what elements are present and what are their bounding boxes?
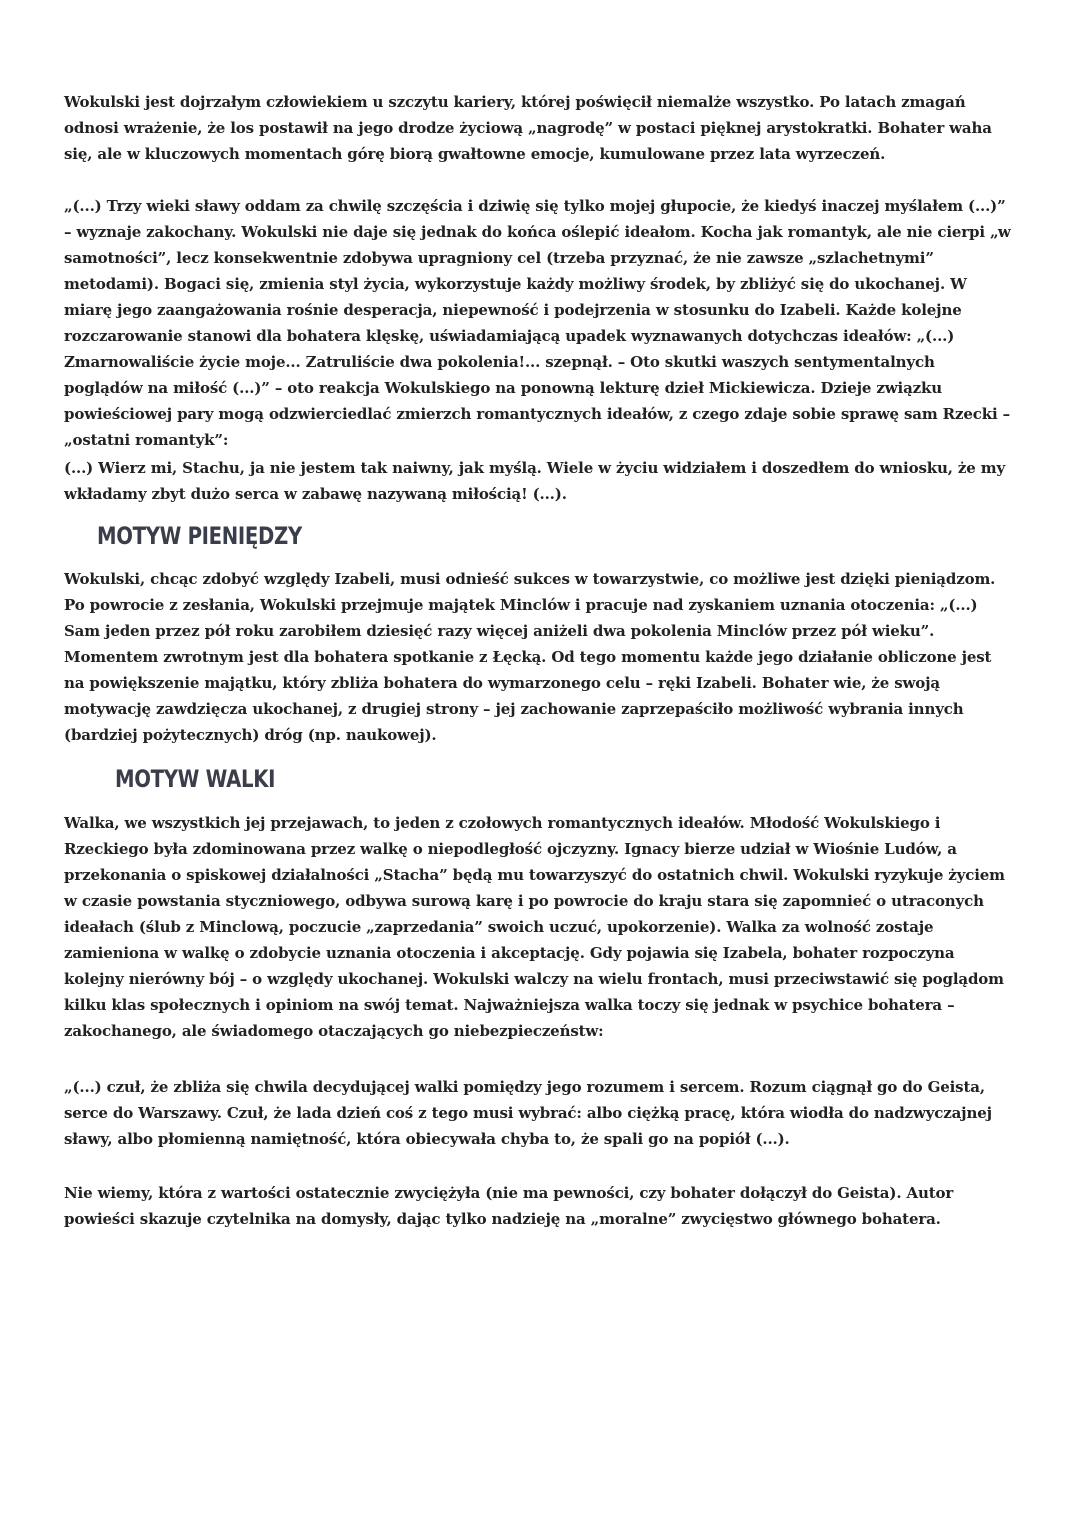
paragraph-conclusion: Nie wiemy, która z wartości ostatecznie zwyciężyła (nie ma pewności, czy bohater dołączył do Geista). Autor powieści skazuje czytelnika na domysły, dając tylko nadzieję na „moralne” zwycięstwo głównego bohatera. bbox=[64, 1184, 954, 1228]
paragraph-intro: Wokulski jest dojrzałym człowiekiem u szczytu kariery, której poświęcił niemalże wszystko. Po latach zmagań odnosi wrażenie, że los postawił na jego drodze życiową „nagrodę” w postaci pięknej arystokratki. Bohater waha się, ale w kluczowych momentach górę biorą gwałtowne emocje, kumulowane przez lata wyrzeczeń. bbox=[64, 93, 992, 163]
heading-fight-motif: MOTYW WALKI bbox=[115, 765, 276, 793]
paragraph-fight-motif: Walka, we wszystkich jej przejawach, to jeden z czołowych romantycznych ideałów. Młodość Wokulskiego i Rzeckiego była zdominowana przez walkę o niepodległość ojczyzny. Ignacy bierze udział w Wiośnie Ludów, a przekonania o spiskowej działalności „Stacha” będą mu towarzyszyć do ostatnich chwil. Wokulski ryzykuje życiem w czasie powstania styczniowego, odbywa surową karę i po powrocie do kraju stara się zapomnieć o utraconych ideałach (ślub z Minclową, poczucie „zaprzedania” swoich uczuć, upokorzenie). Walka za wolność zostaje zamieniona w walkę o zdobycie uznania otoczenia i akceptację. Gdy pojawia się Izabela, bohater rozpoczyna kolejny nierówny bój – o względy ukochanej. Wokulski walczy na wielu frontach, musi przeciwstawić się poglądom kilku klas społecznych i opiniom na swój temat. Najważniejsza walka toczy się jednak w psychice bohatera – zakochanego, ale świadomego otaczających go niebezpieczeństw: bbox=[64, 814, 1005, 1040]
heading-money-motif: MOTYW PIENIĘDZY bbox=[97, 522, 302, 550]
paragraph-geist-quote: „(...) czuł, że zbliża się chwila decydującej walki pomiędzy jego rozumem i sercem. Rozum ciągnął go do Geista, serce do Warszawy. Czuł, że lada dzień coś z tego musi wybrać: albo ciężką pracę, która wiodła do nadzwyczajnej sławy, albo płomienną namiętność, która obiecywała chyba to, że spali go na popiół (...). bbox=[64, 1078, 992, 1148]
paragraph-love-motif: „(...) Trzy wieki sławy oddam za chwilę szczęścia i dziwię się tylko mojej głupocie, że kiedyś inaczej myślałem (...)” – wyznaje zakochany. Wokulski nie daje się jednak do końca oślepić ideałom. Kocha jak romantyk, ale nie cierpi „w samotności”, lecz konsekwentnie zdobywa upragniony cel (trzeba przyznać, że nie zawsze „szlachetnymi” metodami). Bogaci się, zmienia styl życia, wykorzystuje każdy możliwy środek, by zbliżyć się do ukochanej. W miarę jego zaangażowania rośnie desperacja, niepewność i podejrzenia w stosunku do Izabeli. Każde kolejne rozczarowanie stanowi dla bohatera klęskę, uświadamiającą upadek wyznawanych dotychczas ideałów: „(...) Zmarnowaliście życie moje... Zatruliście dwa pokolenia!... szepnął. – Oto skutki waszych sentymentalnych poglądów na miłość (...)” – oto reakcja Wokulskiego na ponowną lekturę dzieł Mickiewicza. Dzieje związku powieściowej pary mogą odzwierciedlać zmierzch romantycznych ideałów, z czego zdaje sobie sprawę sam Rzecki – „ostatni romantyk”: bbox=[64, 197, 1011, 449]
paragraph-money-motif: Wokulski, chcąc zdobyć względy Izabeli, musi odnieść sukces w towarzystwie, co możliwe jest dzięki pieniądzom. Po powrocie z zesłania, Wokulski przejmuje majątek Minclów i pracuje nad zyskaniem uznania otoczenia: „(...) Sam jeden przez pół roku zarobiłem dziesięć razy więcej aniżeli dwa pokolenia Minclów przez pół wieku”. Momentem zwrotnym jest dla bohatera spotkanie z Łęcką. Od tego momentu każde jego działanie obliczone jest na powiększenie majątku, który zbliża bohatera do wymarzonego celu – ręki Izabeli. Bohater wie, że swoją motywację zawdzięcza ukochanej, z drugiej strony – jej zachowanie zaprzepaściło możliwość wybrania innych (bardziej pożytecznych) dróg (np. naukowej). bbox=[64, 570, 996, 744]
paragraph-rzecki-quote: (...) Wierz mi, Stachu, ja nie jestem tak naiwny, jak myślą. Wiele w życiu widziałem i doszedłem do wniosku, że my wkładamy zbyt dużo serca w zabawę nazywaną miłością! (...). bbox=[64, 459, 1006, 503]
